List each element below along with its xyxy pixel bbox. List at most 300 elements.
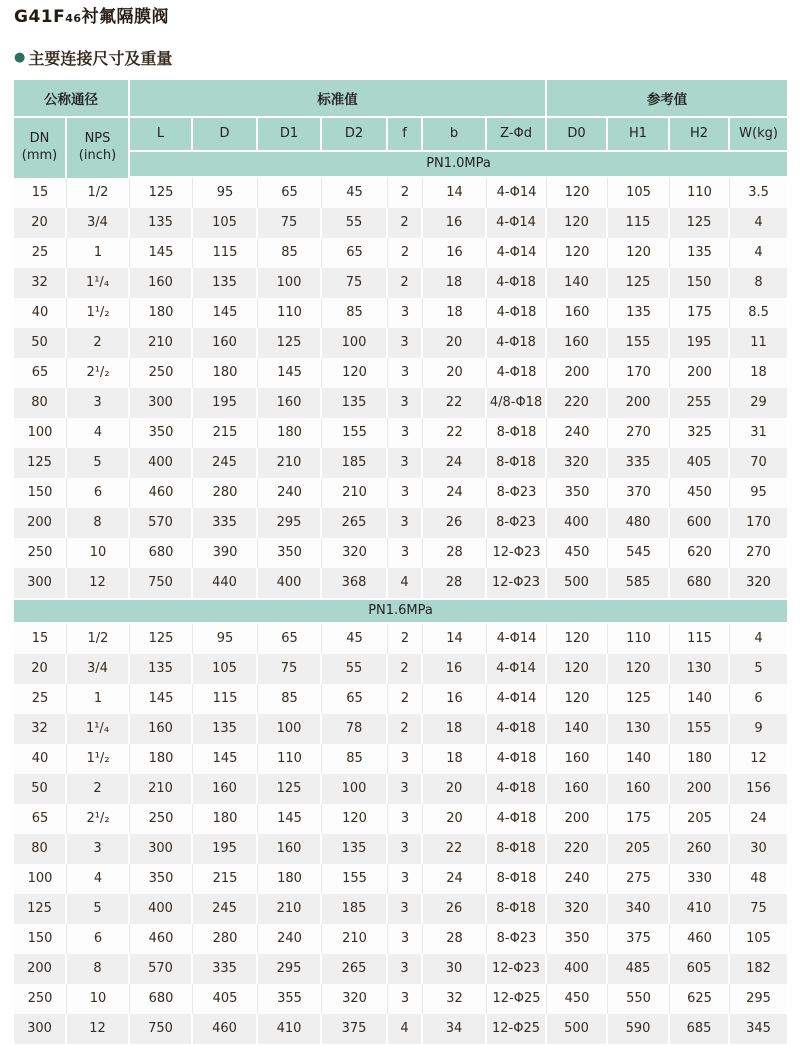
table-cell: 28 xyxy=(423,538,487,568)
column-header-l: L xyxy=(130,118,193,152)
table-cell: 1/2 xyxy=(67,178,130,208)
table-cell: 4-Φ18 xyxy=(487,744,547,774)
table-cell: 85 xyxy=(322,298,388,328)
table-cell: 155 xyxy=(322,418,388,448)
table-cell: 3.5 xyxy=(730,178,787,208)
table-cell: 370 xyxy=(608,478,670,508)
table-cell: 8.5 xyxy=(730,298,787,328)
table-row xyxy=(14,268,787,298)
pressure-band-label: PN1.0MPa xyxy=(130,152,787,178)
table-row xyxy=(14,208,787,238)
table-cell: 6 xyxy=(67,924,130,954)
table-cell: 160 xyxy=(547,744,608,774)
column-header-nps xyxy=(67,118,130,178)
table-cell: 30 xyxy=(423,954,487,984)
table-cell: 65 xyxy=(14,358,67,388)
table-cell: 95 xyxy=(193,178,258,208)
table-cell: 10 xyxy=(67,984,130,1014)
table-cell: 6 xyxy=(730,684,787,714)
table-cell: 750 xyxy=(130,1014,193,1044)
table-cell: 120 xyxy=(547,178,608,208)
table-cell: 145 xyxy=(130,238,193,268)
table-cell: 1¹/₂ xyxy=(67,744,130,774)
table-cell: 620 xyxy=(670,538,730,568)
table-cell: 8-Φ18 xyxy=(487,894,547,924)
table-cell: 105 xyxy=(730,924,787,954)
table-cell: 100 xyxy=(14,418,67,448)
table-cell: 390 xyxy=(193,538,258,568)
table-cell: 12-Φ23 xyxy=(487,954,547,984)
table-cell: 18 xyxy=(730,358,787,388)
table-cell: 120 xyxy=(608,654,670,684)
table-cell: 2 xyxy=(388,178,423,208)
table-cell: 2 xyxy=(67,774,130,804)
table-cell: 12-Φ23 xyxy=(487,538,547,568)
table-cell: 3/4 xyxy=(67,208,130,238)
table-cell: 265 xyxy=(322,508,388,538)
table-cell: 8-Φ18 xyxy=(487,418,547,448)
table-cell: 50 xyxy=(14,328,67,358)
table-cell: 65 xyxy=(258,624,322,654)
table-cell: 210 xyxy=(322,478,388,508)
table-cell: 500 xyxy=(547,1014,608,1044)
table-cell: 100 xyxy=(14,864,67,894)
table-cell: 335 xyxy=(193,954,258,984)
table-cell: 140 xyxy=(670,684,730,714)
table-row xyxy=(14,924,787,954)
table-cell: 320 xyxy=(322,984,388,1014)
column-header-f: f xyxy=(388,118,423,152)
table-cell: 180 xyxy=(130,298,193,328)
table-cell: 355 xyxy=(258,984,322,1014)
table-cell: 145 xyxy=(130,684,193,714)
table-row xyxy=(14,568,787,598)
dn-label: DN xyxy=(29,131,50,147)
section-heading-label: 主要连接尺寸及重量 xyxy=(28,48,173,68)
table-cell: 320 xyxy=(547,448,608,478)
table-cell: 8-Φ18 xyxy=(487,864,547,894)
table-cell: 4 xyxy=(730,624,787,654)
table-cell: 680 xyxy=(670,568,730,598)
table-cell: 205 xyxy=(670,804,730,834)
table-row xyxy=(14,1014,787,1044)
table-cell: 4-Φ14 xyxy=(487,208,547,238)
table-cell: 45 xyxy=(322,178,388,208)
table-cell: 29 xyxy=(730,388,787,418)
table-cell: 8 xyxy=(67,954,130,984)
table-cell: 4-Φ18 xyxy=(487,804,547,834)
table-cell: 25 xyxy=(14,684,67,714)
table-cell: 9 xyxy=(730,714,787,744)
table-cell: 480 xyxy=(608,508,670,538)
group-header-row xyxy=(14,80,787,118)
table-cell: 4 xyxy=(730,238,787,268)
table-cell: 125 xyxy=(608,268,670,298)
table-cell: 24 xyxy=(730,804,787,834)
table-cell: 24 xyxy=(423,448,487,478)
table-cell: 130 xyxy=(608,714,670,744)
table-cell: 18 xyxy=(423,268,487,298)
table-cell: 195 xyxy=(670,328,730,358)
table-cell: 20 xyxy=(14,208,67,238)
pressure-band-label: PN1.6MPa xyxy=(14,598,787,624)
table-cell: 5 xyxy=(67,448,130,478)
table-cell: 12 xyxy=(67,1014,130,1044)
table-cell: 4-Φ18 xyxy=(487,774,547,804)
table-cell: 440 xyxy=(193,568,258,598)
table-cell: 145 xyxy=(258,804,322,834)
table-cell: 300 xyxy=(130,834,193,864)
table-row xyxy=(14,624,787,654)
table-cell: 4-Φ14 xyxy=(487,238,547,268)
table-cell: 275 xyxy=(608,864,670,894)
table-cell: 80 xyxy=(14,388,67,418)
table-cell: 265 xyxy=(322,954,388,984)
table-row xyxy=(14,804,787,834)
table-cell: 16 xyxy=(423,208,487,238)
table-row xyxy=(14,744,787,774)
table-cell: 4-Φ18 xyxy=(487,328,547,358)
table-cell: 160 xyxy=(547,774,608,804)
column-header-w: W(kg) xyxy=(730,118,787,152)
table-cell: 32 xyxy=(423,984,487,1014)
table-cell: 270 xyxy=(608,418,670,448)
table-cell: 8-Φ18 xyxy=(487,834,547,864)
table-cell: 18 xyxy=(423,714,487,744)
table-cell: 130 xyxy=(670,654,730,684)
table-cell: 18 xyxy=(423,744,487,774)
column-header-dn xyxy=(14,118,67,178)
table-cell: 115 xyxy=(608,208,670,238)
table-cell: 460 xyxy=(193,1014,258,1044)
table-cell: 335 xyxy=(193,508,258,538)
table-cell: 250 xyxy=(14,984,67,1014)
table-cell: 4-Φ14 xyxy=(487,654,547,684)
table-cell: 135 xyxy=(193,268,258,298)
table-cell: 405 xyxy=(670,448,730,478)
page-title xyxy=(14,8,786,27)
table-cell: 8-Φ23 xyxy=(487,478,547,508)
table-cell: 200 xyxy=(547,804,608,834)
table-cell: 325 xyxy=(670,418,730,448)
table-cell: 3 xyxy=(67,388,130,418)
table-cell: 4-Φ14 xyxy=(487,684,547,714)
page-title-model: G41F xyxy=(14,7,66,27)
table-cell: 125 xyxy=(608,684,670,714)
table-cell: 135 xyxy=(670,238,730,268)
table-cell: 65 xyxy=(322,238,388,268)
table-cell: 140 xyxy=(547,714,608,744)
table-cell: 2 xyxy=(388,684,423,714)
table-row xyxy=(14,894,787,924)
table-row xyxy=(14,984,787,1014)
table-cell: 12-Φ25 xyxy=(487,984,547,1014)
table-cell: 210 xyxy=(130,328,193,358)
table-cell: 140 xyxy=(547,268,608,298)
table-cell: 200 xyxy=(14,954,67,984)
table-cell: 3 xyxy=(388,298,423,328)
table-cell: 170 xyxy=(608,358,670,388)
table-cell: 350 xyxy=(258,538,322,568)
table-cell: 300 xyxy=(14,1014,67,1044)
table-cell: 220 xyxy=(547,834,608,864)
table-cell: 185 xyxy=(322,894,388,924)
table-cell: 330 xyxy=(670,864,730,894)
table-cell: 8-Φ23 xyxy=(487,508,547,538)
table-cell: 16 xyxy=(423,684,487,714)
table-cell: 320 xyxy=(730,568,787,598)
table-cell: 145 xyxy=(193,744,258,774)
table-cell: 200 xyxy=(670,774,730,804)
table-cell: 75 xyxy=(258,208,322,238)
table-cell: 3 xyxy=(388,744,423,774)
column-header-zd: Z-Φd xyxy=(487,118,547,152)
column-header-d1: D1 xyxy=(258,118,322,152)
section-heading xyxy=(14,46,786,69)
table-cell: 200 xyxy=(608,388,670,418)
table-row xyxy=(14,774,787,804)
table-cell: 2 xyxy=(388,714,423,744)
table-cell: 26 xyxy=(423,508,487,538)
table-cell: 2 xyxy=(388,624,423,654)
table-cell: 125 xyxy=(258,328,322,358)
table-cell: 245 xyxy=(193,894,258,924)
table-cell: 295 xyxy=(258,508,322,538)
table-cell: 120 xyxy=(547,684,608,714)
table-cell: 120 xyxy=(547,238,608,268)
table-cell: 160 xyxy=(547,328,608,358)
table-cell: 685 xyxy=(670,1014,730,1044)
table-cell: 22 xyxy=(423,388,487,418)
group-header-reference: 参考值 xyxy=(547,80,787,118)
table-cell: 460 xyxy=(130,924,193,954)
table-cell: 3 xyxy=(388,954,423,984)
table-cell: 160 xyxy=(608,774,670,804)
table-cell: 450 xyxy=(547,538,608,568)
group-header-nominal: 公称通径 xyxy=(14,80,130,118)
table-row xyxy=(14,478,787,508)
table-cell: 85 xyxy=(258,238,322,268)
table-cell: 400 xyxy=(547,508,608,538)
table-cell: 3 xyxy=(388,538,423,568)
table-cell: 4 xyxy=(67,418,130,448)
table-cell: 145 xyxy=(193,298,258,328)
table-cell: 12-Φ25 xyxy=(487,1014,547,1044)
table-cell: 400 xyxy=(547,954,608,984)
table-cell: 8-Φ23 xyxy=(487,924,547,954)
table-cell: 100 xyxy=(322,774,388,804)
table-cell: 3 xyxy=(388,924,423,954)
table-cell: 8 xyxy=(730,268,787,298)
table-cell: 135 xyxy=(322,834,388,864)
table-row xyxy=(14,178,787,208)
table-cell: 375 xyxy=(608,924,670,954)
table-cell: 150 xyxy=(14,924,67,954)
table-cell: 48 xyxy=(730,864,787,894)
table-cell: 400 xyxy=(258,568,322,598)
table-cell: 150 xyxy=(670,268,730,298)
table-cell: 22 xyxy=(423,834,487,864)
table-cell: 135 xyxy=(193,714,258,744)
table-cell: 570 xyxy=(130,954,193,984)
table-cell: 170 xyxy=(730,508,787,538)
table-cell: 3 xyxy=(388,388,423,418)
table-cell: 350 xyxy=(130,418,193,448)
table-cell: 15 xyxy=(14,178,67,208)
table-cell: 195 xyxy=(193,834,258,864)
table-cell: 75 xyxy=(258,654,322,684)
table-cell: 3 xyxy=(388,328,423,358)
table-cell: 240 xyxy=(258,924,322,954)
table-cell: 2 xyxy=(388,208,423,238)
table-cell: 410 xyxy=(670,894,730,924)
table-cell: 31 xyxy=(730,418,787,448)
table-cell: 570 xyxy=(130,508,193,538)
table-cell: 85 xyxy=(258,684,322,714)
column-header-d0: D0 xyxy=(547,118,608,152)
table-cell: 750 xyxy=(130,568,193,598)
table-cell: 3 xyxy=(388,478,423,508)
table-cell: 28 xyxy=(423,568,487,598)
table-cell: 120 xyxy=(547,208,608,238)
table-cell: 125 xyxy=(14,448,67,478)
table-cell: 3 xyxy=(388,894,423,924)
table-cell: 32 xyxy=(14,714,67,744)
table-cell: 105 xyxy=(608,178,670,208)
table-cell: 75 xyxy=(730,894,787,924)
table-cell: 125 xyxy=(670,208,730,238)
table-cell: 405 xyxy=(193,984,258,1014)
valve-table-body xyxy=(14,178,787,1044)
table-cell: 600 xyxy=(670,508,730,538)
table-cell: 450 xyxy=(670,478,730,508)
table-cell: 320 xyxy=(547,894,608,924)
table-cell: 100 xyxy=(258,268,322,298)
table-cell: 115 xyxy=(670,624,730,654)
table-cell: 485 xyxy=(608,954,670,984)
table-cell: 300 xyxy=(14,568,67,598)
table-cell: 368 xyxy=(322,568,388,598)
nps-label: NPS xyxy=(84,131,111,147)
table-cell: 160 xyxy=(193,328,258,358)
table-cell: 78 xyxy=(322,714,388,744)
table-cell: 550 xyxy=(608,984,670,1014)
table-cell: 2 xyxy=(388,268,423,298)
table-cell: 545 xyxy=(608,538,670,568)
table-cell: 1¹/₄ xyxy=(67,714,130,744)
table-cell: 1 xyxy=(67,238,130,268)
table-cell: 100 xyxy=(322,328,388,358)
table-cell: 280 xyxy=(193,924,258,954)
table-cell: 20 xyxy=(423,804,487,834)
table-cell: 100 xyxy=(258,714,322,744)
table-cell: 55 xyxy=(322,208,388,238)
table-cell: 500 xyxy=(547,568,608,598)
table-cell: 155 xyxy=(608,328,670,358)
table-cell: 460 xyxy=(670,924,730,954)
column-header-b: b xyxy=(423,118,487,152)
table-row xyxy=(14,954,787,984)
table-cell: 28 xyxy=(423,924,487,954)
table-cell: 450 xyxy=(547,984,608,1014)
table-cell: 320 xyxy=(322,538,388,568)
table-row xyxy=(14,508,787,538)
table-cell: 80 xyxy=(14,834,67,864)
table-cell: 160 xyxy=(193,774,258,804)
table-cell: 125 xyxy=(258,774,322,804)
table-cell: 95 xyxy=(193,624,258,654)
table-cell: 375 xyxy=(322,1014,388,1044)
table-cell: 110 xyxy=(258,298,322,328)
table-cell: 6 xyxy=(67,478,130,508)
table-cell: 20 xyxy=(423,358,487,388)
table-cell: 160 xyxy=(130,714,193,744)
table-cell: 350 xyxy=(547,478,608,508)
table-cell: 125 xyxy=(130,178,193,208)
table-cell: 335 xyxy=(608,448,670,478)
table-cell: 4 xyxy=(388,568,423,598)
table-cell: 2 xyxy=(388,654,423,684)
table-cell: 20 xyxy=(423,328,487,358)
table-cell: 110 xyxy=(670,178,730,208)
table-cell: 3 xyxy=(388,508,423,538)
table-cell: 340 xyxy=(608,894,670,924)
table-cell: 160 xyxy=(258,834,322,864)
table-cell: 280 xyxy=(193,478,258,508)
table-cell: 1¹/₄ xyxy=(67,268,130,298)
table-cell: 2 xyxy=(67,328,130,358)
table-row xyxy=(14,448,787,478)
column-header-h1: H1 xyxy=(608,118,670,152)
table-cell: 155 xyxy=(322,864,388,894)
table-cell: 245 xyxy=(193,448,258,478)
table-cell: 200 xyxy=(547,358,608,388)
table-cell: 2 xyxy=(388,238,423,268)
table-row xyxy=(14,358,787,388)
table-cell: 160 xyxy=(130,268,193,298)
table-cell: 140 xyxy=(608,744,670,774)
table-cell: 182 xyxy=(730,954,787,984)
table-cell: 2¹/₂ xyxy=(67,358,130,388)
table-cell: 30 xyxy=(730,834,787,864)
table-cell: 3 xyxy=(388,984,423,1014)
table-cell: 350 xyxy=(130,864,193,894)
table-cell: 14 xyxy=(423,624,487,654)
table-cell: 195 xyxy=(193,388,258,418)
table-cell: 34 xyxy=(423,1014,487,1044)
table-cell: 175 xyxy=(608,804,670,834)
column-header-d2: D2 xyxy=(322,118,388,152)
table-cell: 4-Φ14 xyxy=(487,624,547,654)
table-header xyxy=(14,80,787,178)
valve-spec-table xyxy=(14,80,787,1044)
table-cell: 25 xyxy=(14,238,67,268)
table-cell: 220 xyxy=(547,388,608,418)
table-cell: 24 xyxy=(423,478,487,508)
table-row xyxy=(14,684,787,714)
table-cell: 680 xyxy=(130,984,193,1014)
table-cell: 3 xyxy=(388,804,423,834)
table-cell: 210 xyxy=(322,924,388,954)
table-cell: 3 xyxy=(388,864,423,894)
table-cell: 4 xyxy=(388,1014,423,1044)
table-cell: 120 xyxy=(547,624,608,654)
table-cell: 200 xyxy=(670,358,730,388)
table-cell: 65 xyxy=(14,804,67,834)
table-cell: 210 xyxy=(258,894,322,924)
table-cell: 585 xyxy=(608,568,670,598)
table-cell: 8 xyxy=(67,508,130,538)
